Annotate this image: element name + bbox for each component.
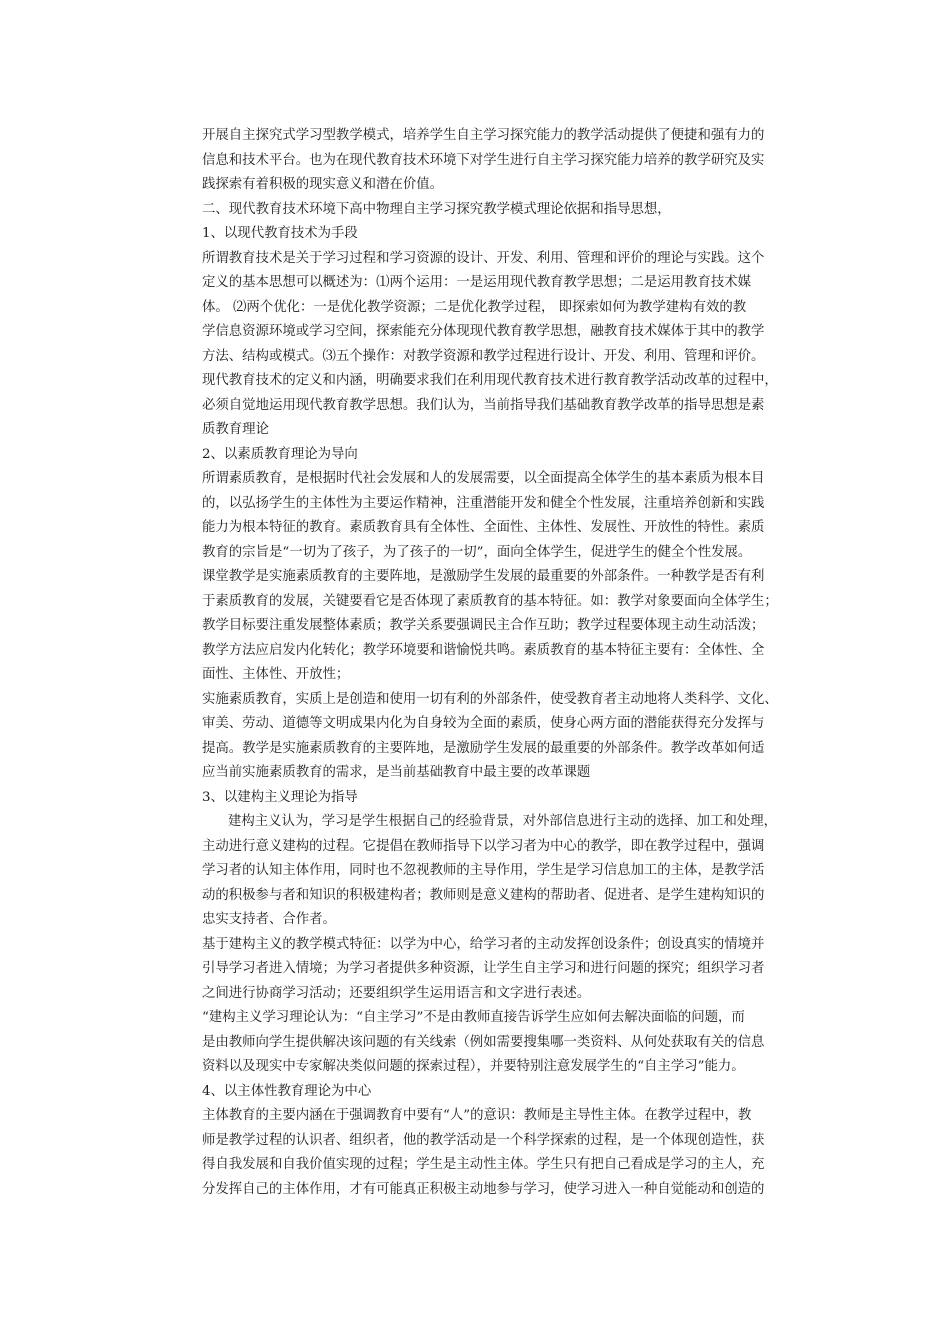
text-line: 是由教师向学生提供解决该问题的有关线索（例如需要搜集哪一类资料、从何处获取有关的信息: [202, 1034, 765, 1050]
text-line: 引导学习者进入情境；为学习者提供多种资源，让学生自主学习和进行问题的探究；组织学习者: [202, 961, 765, 976]
text-line: 2、以素质教育理论为导向: [202, 446, 358, 462]
text-line: 方法、结构或模式。⑶五个操作：对教学资源和教学过程进行设计、开发、利用、管理和评价。: [202, 348, 765, 364]
text-line: 面性、主体性、开放性；: [202, 667, 350, 682]
text-line: 教育的宗旨是“一切为了孩子，为了孩子的一切”，面向全体学生，促进学生的健全个性发展。: [202, 544, 752, 560]
text-line: 的，以弘扬学生的主体性为主要运作精神，注重潜能开发和健全个性发展，注重培养创新和实践: [202, 495, 765, 511]
text-line: 所谓素质教育，是根据时代社会发展和人的发展需要，以全面提高全体学生的基本素质为根本目: [202, 471, 765, 486]
text-line: 4、以主体性教育理论为中心: [202, 1083, 372, 1099]
text-line: “建构主义学习理论认为：“自主学习”不是由教师直接告诉学生应如何去解决面临的问题，而: [202, 1010, 745, 1025]
text-line: 3、以建构主义理论为指导: [202, 789, 358, 805]
text-line: 主动进行意义建构的过程。它提倡在教师指导下以学习者为中心的教学，即在教学过程中，强调: [202, 838, 765, 854]
text-line: 基于建构主义的教学模式特征：以学为中心，给学习者的主动发挥创设条件；创设真实的情境并: [202, 936, 765, 952]
text-line: 动的积极参与者和知识的积极建构者；教师则是意义建构的帮助者、促进者、是学生建构知识的: [202, 887, 765, 903]
text-line: 教学目标要注重发展整体素质；教学关系要强调民主合作互助；教学过程要体现主动生动活泼；: [202, 618, 765, 633]
text-line: 践探索有着积极的现实意义和潜在价值。: [202, 177, 444, 192]
text-line: 能力为根本特征的教育。素质教育具有全体性、全面性、主体性、发展性、开放性的特性。素质: [202, 520, 765, 535]
text-line: 现代教育技术的定义和内涵，明确要求我们在利用现代教育技术进行教育教学活动改革的过程中，: [202, 373, 778, 388]
text-line: 信息和技术平台。也为在现代教育技术环境下对学生进行自主学习探究能力培养的教学研究及实: [202, 152, 765, 168]
document-page: [202, 124, 827, 1202]
text-line: 提高。教学是实施素质教育的主要阵地，是激励学生发展的最重要的外部条件。教学改革如何适: [202, 740, 765, 756]
text-line: 实施素质教育，实质上是创造和使用一切有利的外部条件，使受教育者主动地将人类科学、文化、: [202, 691, 778, 707]
text-line: 主体教育的主要内涵在于强调教育中要有“人”的意识：教师是主导性主体。在教学过程中，教: [202, 1108, 752, 1123]
text-line: 定义的基本思想可以概述为：⑴两个运用：一是运用现代教育教学思想；二是运用教育技术媒: [202, 275, 752, 290]
text-line: 建构主义认为，学习是学生根据自己的经验背景，对外部信息进行主动的选择、加工和处理，: [228, 814, 778, 829]
text-line: 师是教学过程的认识者、组织者，他的教学活动是一个科学探索的过程，是一个体现创造性，获: [202, 1132, 765, 1148]
text-line: 质教育理论: [202, 422, 269, 437]
text-line: 忠实支持者、合作者。: [202, 912, 336, 927]
text-line: 学习者的认知主体作用，同时也不忽视教师的主导作用，学生是学习信息加工的主体，是教学活: [202, 863, 765, 878]
text-line: 二、现代教育技术环境下高中物理自主学习探究教学模式理论依据和指导思想，: [202, 201, 671, 217]
text-line: 1、以现代教育技术为手段: [202, 226, 358, 241]
text-line: 所谓教育技术是关于学习过程和学习资源的设计、开发、利用、管理和评价的理论与实践。这个: [202, 250, 765, 266]
text-line: 审美、劳动、道德等文明成果内化为自身较为全面的素质，使身心两方面的潜能获得充分发挥与: [202, 716, 765, 731]
text-line: 分发挥自己的主体作用，才有可能真正积极主动地参与学习，使学习进入一种自觉能动和创造的: [202, 1181, 765, 1197]
text-line: 得自我发展和自我价值实现的过程；学生是主动性主体。学生只有把自己看成是学习的主人，充: [202, 1157, 765, 1172]
text-line: 应当前实施素质教育的需求，是当前基础教育中最主要的改革课题: [202, 765, 591, 780]
text-line: 之间进行协商学习活动；还要组织学生运用语言和文字进行表述。: [202, 985, 591, 1001]
text-line: 资料以及现实中专家解决类似问题的探索过程），并要特别注意发展学生的“自主学习”能力。: [202, 1059, 745, 1074]
text-line: 体。 ⑵两个优化：一是优化教学资源；二是优化教学过程， 即探索如何为教学建构有效的教: [202, 299, 747, 315]
text-line: 于素质教育的发展，关键要看它是否体现了素质教育的基本特征。如：教学对象要面向全体学生；: [202, 593, 778, 609]
text-line: 必须自觉地运用现代教育教学思想。我们认为，当前指导我们基础教育教学改革的指导思想是素: [202, 397, 765, 413]
text-line: 学信息资源环境或学习空间，探索能充分体现现代教育教学思想，融教育技术媒体于其中的教学: [202, 324, 765, 339]
text-line: 开展自主探究式学习型教学模式，培养学生自主学习探究能力的教学活动提供了便捷和强有力的: [202, 128, 765, 143]
text-line: 课堂教学是实施素质教育的主要阵地，是激励学生发展的最重要的外部条件。一种教学是否有利: [202, 569, 765, 584]
text-line: 教学方法应启发内化转化；教学环境要和谐愉悦共鸣。素质教育的基本特征主要有：全体性、全: [202, 642, 765, 658]
